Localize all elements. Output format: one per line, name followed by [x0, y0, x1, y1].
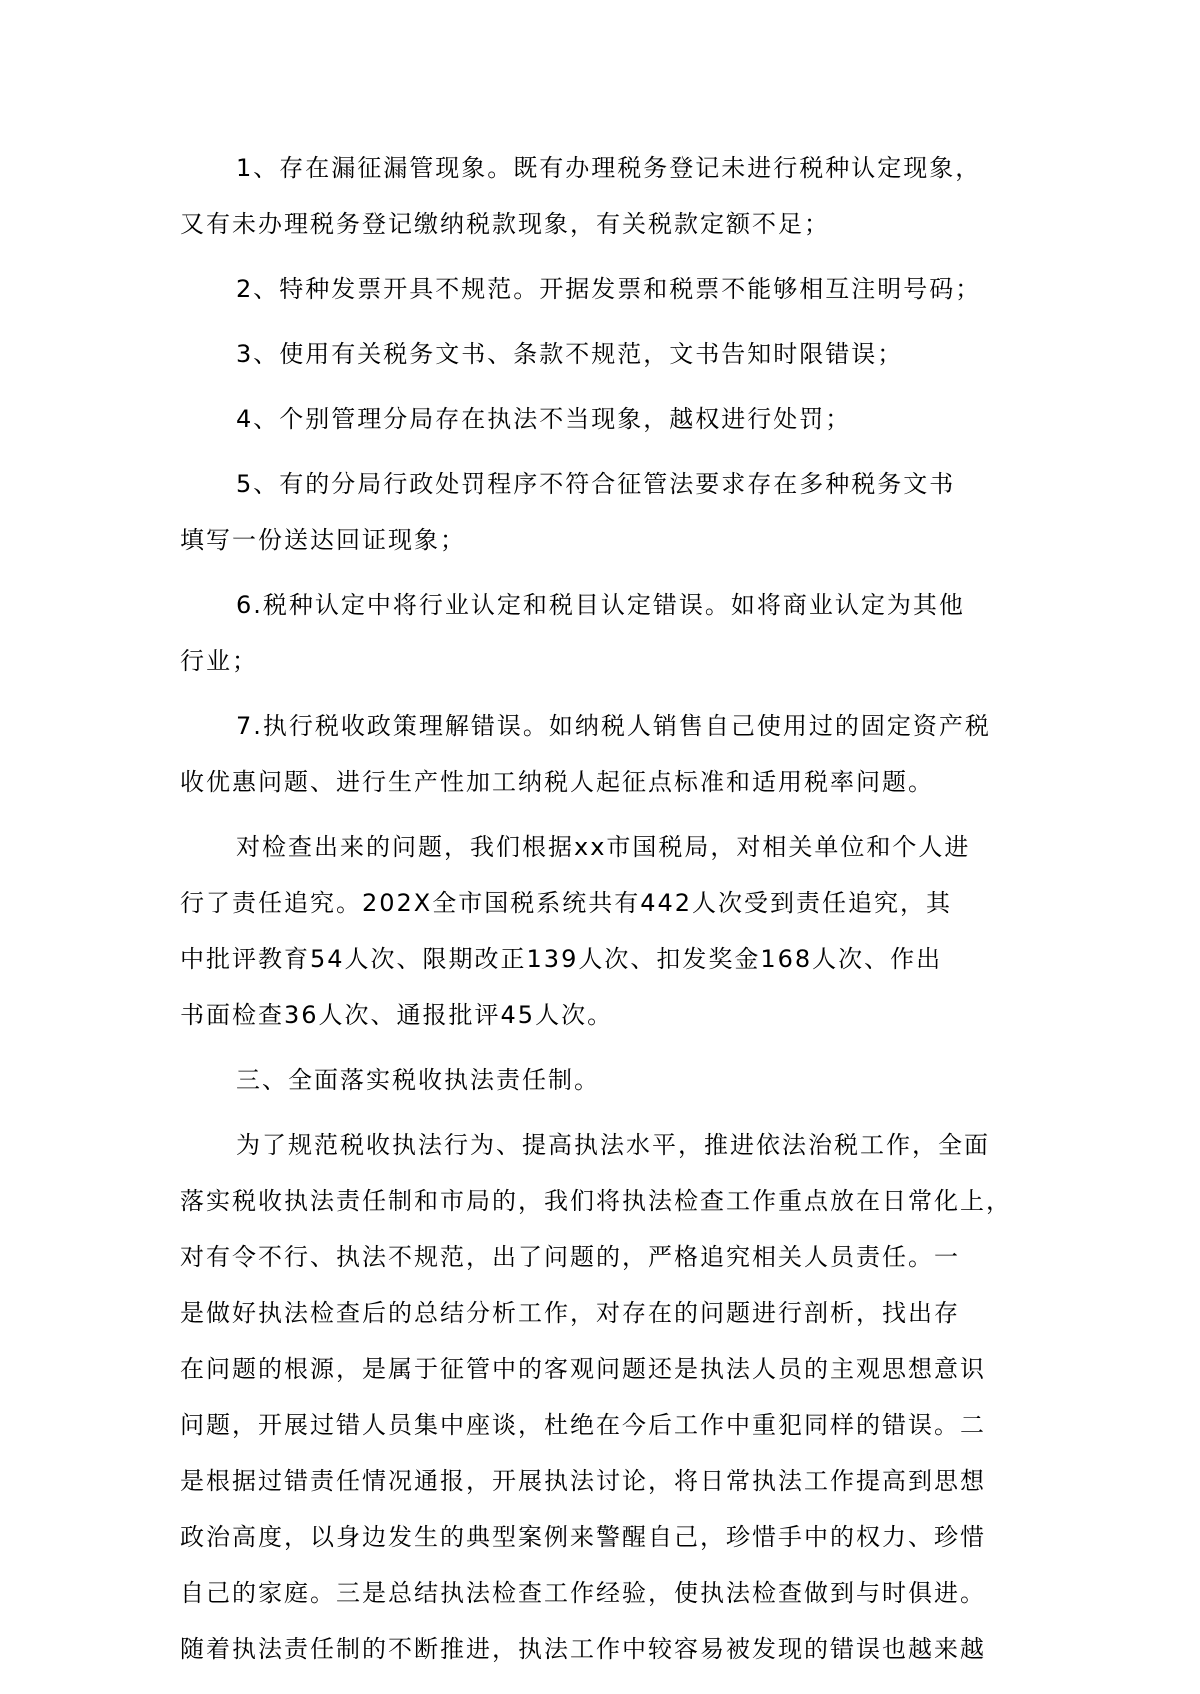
paragraph-line: 7.执行税收政策理解错误。如纳税人销售自己使用过的固定资产税	[236, 712, 991, 740]
paragraph-line: 落实税收执法责任制和市局的，我们将执法检查工作重点放在日常化上，	[180, 1187, 1012, 1215]
paragraph-line: 行了责任追究。202X全市国税系统共有442人次受到责任追究，其	[180, 889, 953, 917]
paragraph-line: 收优惠问题、进行生产性加工纳税人起征点标准和适用税率问题。	[180, 768, 934, 796]
paragraph	[180, 1052, 1080, 1108]
paragraph-line: 自己的家庭。三是总结执法检查工作经验，使执法检查做到与时俱进。	[180, 1579, 986, 1607]
paragraph-line: 政治高度，以身边发生的典型案例来警醒自己，珍惜手中的权力、珍惜	[180, 1523, 986, 1551]
paragraph-line: 在问题的根源，是属于征管中的客观问题还是执法人员的主观思想意识	[180, 1355, 986, 1383]
paragraph	[180, 456, 1080, 568]
paragraph-line: 为了规范税收执法行为、提高执法水平，推进依法治税工作，全面	[236, 1131, 990, 1159]
document-page	[180, 140, 1080, 1686]
paragraph	[180, 577, 1080, 689]
paragraph-line: 是做好执法检查后的总结分析工作，对存在的问题进行剖析，找出存	[180, 1299, 960, 1327]
paragraph-line: 5、有的分局行政处罚程序不符合征管法要求存在多种税务文书	[236, 470, 956, 498]
paragraph	[180, 698, 1080, 810]
paragraph	[180, 261, 1080, 317]
paragraph-line: 又有未办理税务登记缴纳税款现象，有关税款定额不足；	[180, 210, 830, 238]
paragraph	[180, 326, 1080, 382]
paragraph-line: 1、存在漏征漏管现象。既有办理税务登记未进行税种认定现象，	[236, 154, 982, 182]
paragraph-line: 问题，开展过错人员集中座谈，杜绝在今后工作中重犯同样的错误。二	[180, 1411, 986, 1439]
paragraph	[180, 391, 1080, 447]
paragraph-line: 2、特种发票开具不规范。开据发票和税票不能够相互注明号码；	[236, 275, 982, 303]
paragraph-line: 随着执法责任制的不断推进，执法工作中较容易被发现的错误也越来越	[180, 1635, 986, 1663]
paragraph-line: 行业；	[180, 647, 258, 675]
paragraph	[180, 819, 1080, 1043]
paragraph-line: 填写一份送达回证现象；	[180, 526, 466, 554]
paragraph-line: 是根据过错责任情况通报，开展执法讨论，将日常执法工作提高到思想	[180, 1467, 986, 1495]
document-body	[180, 140, 1080, 1677]
paragraph-line: 书面检查36人次、通报批评45人次。	[180, 1001, 614, 1029]
paragraph-line: 对检查出来的问题，我们根据xx市国税局，对相关单位和个人进	[236, 833, 971, 861]
paragraph-line: 中批评教育54人次、限期改正139人次、扣发奖金168人次、作出	[180, 945, 943, 973]
paragraph-line: 三、全面落实税收执法责任制。	[236, 1066, 600, 1094]
paragraph-line: 3、使用有关税务文书、条款不规范，文书告知时限错误；	[236, 340, 904, 368]
paragraph	[180, 140, 1080, 252]
paragraph-line: 对有令不行、执法不规范，出了问题的，严格追究相关人员责任。一	[180, 1243, 960, 1271]
paragraph-line: 4、个别管理分局存在执法不当现象，越权进行处罚；	[236, 405, 852, 433]
paragraph-line: 6.税种认定中将行业认定和税目认定错误。如将商业认定为其他	[236, 591, 965, 619]
paragraph	[180, 1117, 1080, 1677]
